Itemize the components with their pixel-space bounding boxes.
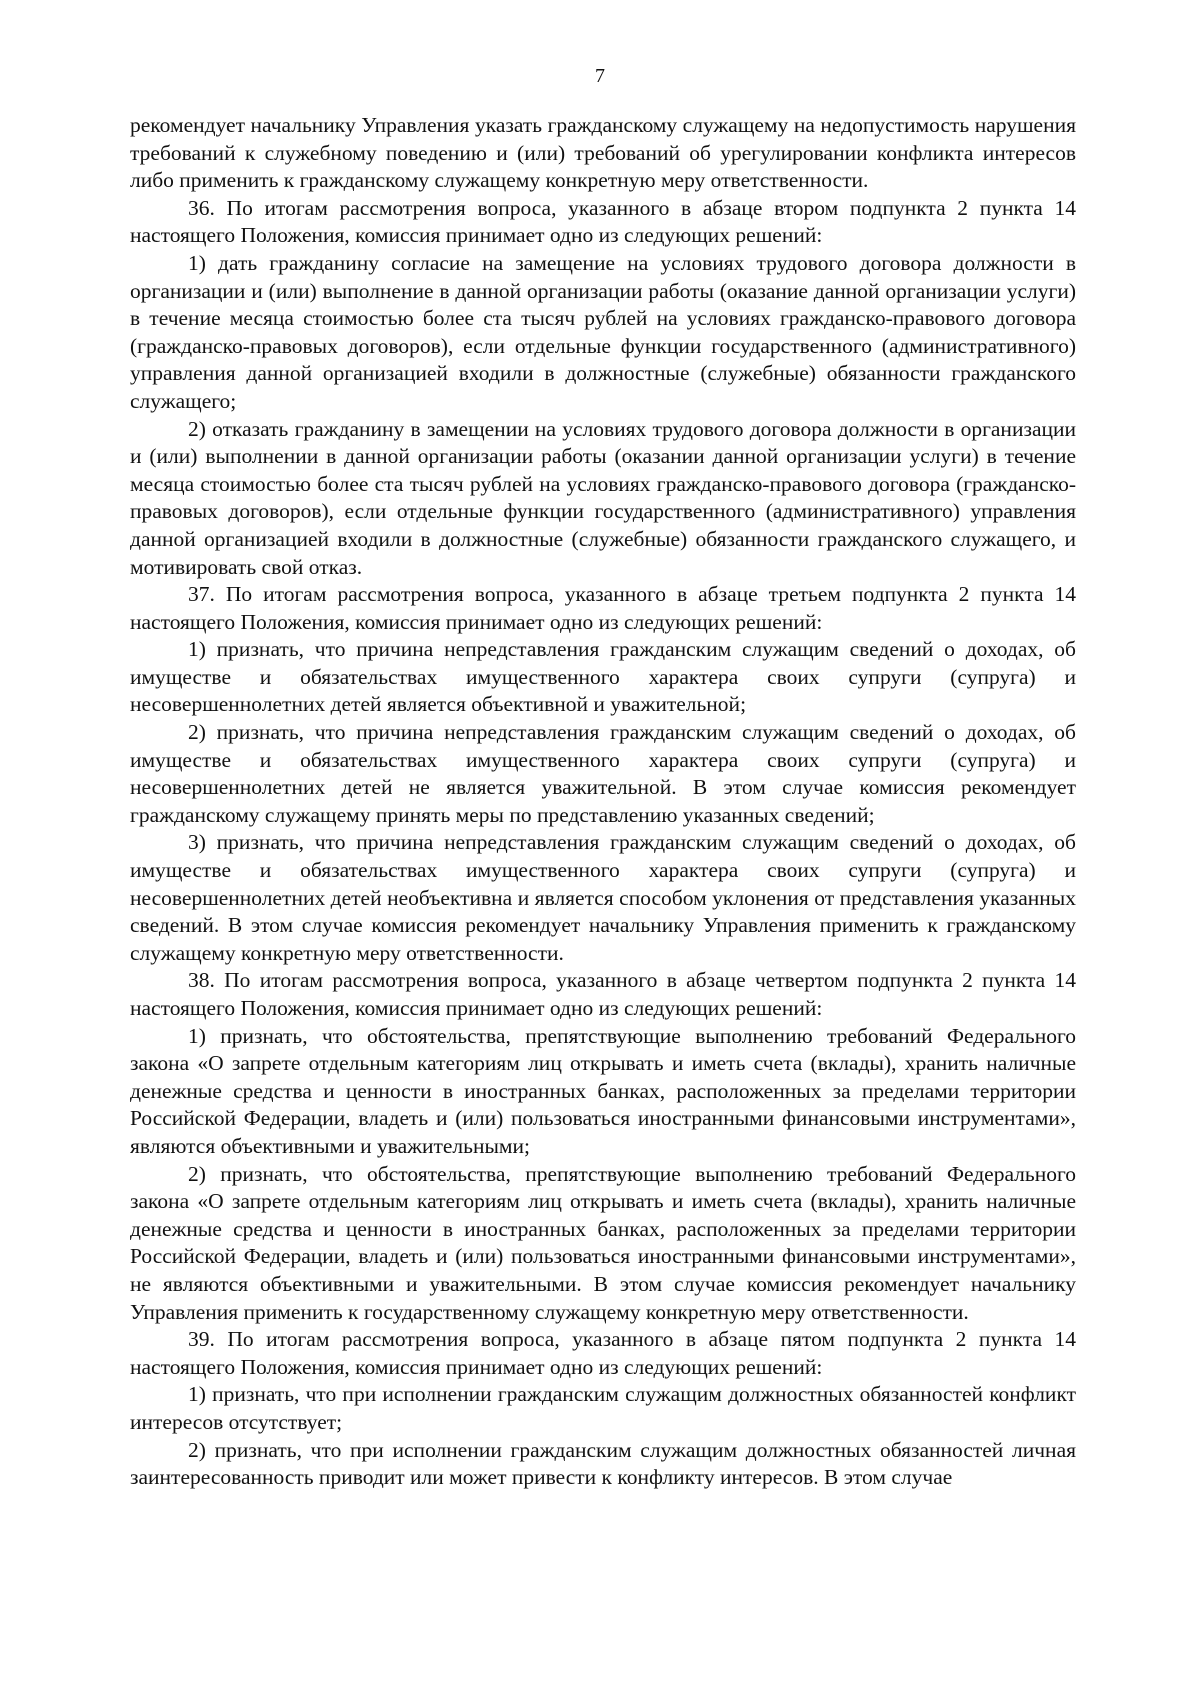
paragraph: 2) отказать гражданину в замещении на условиях трудового договора должности в организации и (или) выполнении в данной организации работы (оказании данной организации услуги) в течение месяца стоимостью более ста тысяч рублей на условиях гражданско-правового договора (гражданско-правовых договоров), если отдельные функции государственного (административного) управления данной организацией входили в должностные (служебные) обязанности гражданского служащего, и мотивировать свой отказ.: [130, 416, 1076, 579]
paragraph: 37. По итогам рассмотрения вопроса, указанного в абзаце третьем подпункта 2 пункта 14 настоящего Положения, комиссия принимает одно из следующих решений:: [130, 582, 1076, 634]
paragraph: 2) признать, что причина непредставления гражданским служащим сведений о доходах, об имуществе и обязательствах имущественного характера своих супруги (супруга) и несовершеннолетних детей не является уважительной. В этом случае комиссия рекомендует гражданскому служащему принять меры по представлению указанных сведений;: [130, 720, 1076, 827]
paragraph: 2) признать, что обстоятельства, препятствующие выполнению требований Федерального закона «О запрете отдельным категориям лиц открывать и иметь счета (вклады), хранить наличные денежные средства и ценности в иностранных банках, расположенных за пределами территории Российской Федерации, владеть и (или) пользоваться иностранными финансовыми инструментами», не являются объективными и уважительными. В этом случае комиссия рекомендует начальнику Управления применить к государственному служащему конкретную меру ответственности.: [130, 1161, 1076, 1324]
paragraph: 1) признать, что при исполнении гражданским служащим должностных обязанностей конфликт интересов отсутствует;: [130, 1382, 1076, 1434]
paragraph: 3) признать, что причина непредставления гражданским служащим сведений о доходах, об имуществе и обязательствах имущественного характера своих супруги (супруга) и несовершеннолетних детей необъективна и является способом уклонения от представления указанных сведений. В этом случае комиссия рекомендует начальнику Управления применить к гражданскому служащему конкретную меру ответственности.: [130, 830, 1076, 965]
page-number: 7: [595, 65, 605, 87]
paragraph: 38. По итогам рассмотрения вопроса, указанного в абзаце четвертом подпункта 2 пункта 14 настоящего Положения, комиссия принимает одно из следующих решений:: [130, 968, 1076, 1020]
paragraph: 1) дать гражданину согласие на замещение на условиях трудового договора должности в организации и (или) выполнение в данной организации работы (оказание данной организации услуги) в течение месяца стоимостью более ста тысяч рублей на условиях гражданско-правового договора (гражданско-правовых договоров), если отдельные функции государственного (административного) управления данной организацией входили в должностные (служебные) обязанности гражданского служащего;: [130, 250, 1076, 413]
paragraph: 36. По итогам рассмотрения вопроса, указанного в абзаце втором подпункта 2 пункта 14 настоящего Положения, комиссия принимает одно из следующих решений:: [130, 195, 1076, 248]
paragraph: 39. По итогам рассмотрения вопроса, указанного в абзаце пятом подпункта 2 пункта 14 настоящего Положения, комиссия принимает одно из следующих решений:: [130, 1327, 1076, 1379]
paragraph: 2) признать, что при исполнении гражданским служащим должностных обязанностей личная заинтересованность приводит или может привести к конфликту интересов. В этом случае: [130, 1437, 1076, 1490]
paragraph: 1) признать, что причина непредставления гражданским служащим сведений о доходах, об имуществе и обязательствах имущественного характера своих супруги (супруга) и несовершеннолетних детей является объективной и уважительной;: [130, 637, 1076, 717]
paragraph: 1) признать, что обстоятельства, препятствующие выполнению требований Федерального закона «О запрете отдельным категориям лиц открывать и иметь счета (вклады), хранить наличные денежные средства и ценности в иностранных банках, расположенных за пределами территории Российской Федерации, владеть и (или) пользоваться иностранными финансовыми инструментами», являются объективными и уважительными;: [130, 1023, 1076, 1158]
paragraph: рекомендует начальнику Управления указать гражданскому служащему на недопустимость нарушения требований к служебному поведению и (или) требований об урегулировании конфликта интересов либо применить к гражданскому служащему конкретную меру ответственности.: [130, 113, 1076, 193]
document-body: [130, 112, 1076, 1492]
